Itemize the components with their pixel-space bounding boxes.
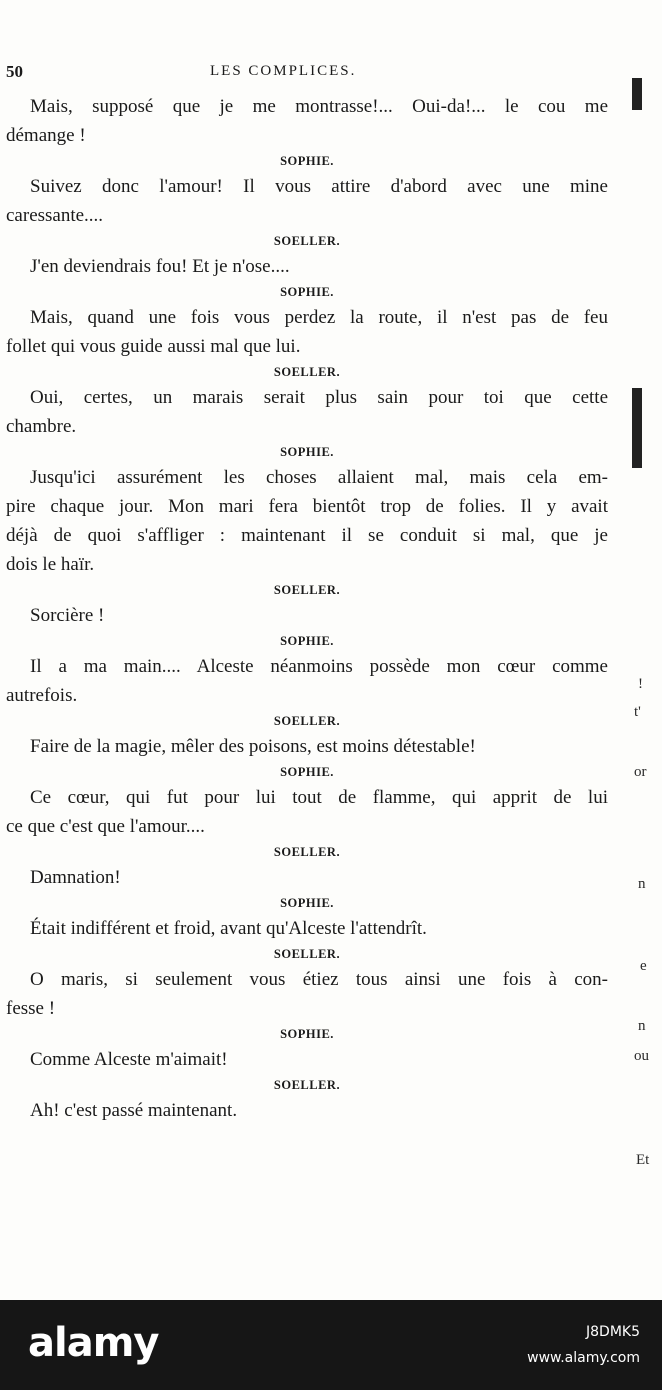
site-url: www.alamy.com [527, 1350, 640, 1366]
dialogue-line: Mais, supposé que je me montrasse!... Oui-da!... le cou me [30, 96, 608, 117]
dialogue-line: Sorcière ! [30, 605, 105, 626]
dialogue-line: déjà de quoi s'affliger : maintenant il se conduit si mal, que je [6, 525, 608, 546]
dialogue-line: follet qui vous guide aussi mal que lui. [6, 336, 301, 357]
dialogue-line: Ah! c'est passé maintenant. [30, 1100, 238, 1121]
speaker-name: SOELLER. [273, 845, 341, 859]
speaker-name: SOELLER. [273, 947, 341, 961]
dialogue-line: démange ! [6, 125, 86, 146]
speaker-name: SOELLER. [273, 714, 341, 728]
dialogue-line: J'en deviendrais fou! Et je n'ose.... [30, 256, 290, 277]
image-code: J8DMK5 [586, 1324, 640, 1340]
alamy-logo: alamy [28, 1320, 159, 1366]
dialogue-line: Il a ma main.... Alceste néanmoins possède mon cœur comme [30, 656, 608, 677]
dialogue-line: Suivez donc l'amour! Il vous attire d'abord avec une mine [30, 176, 608, 197]
speaker-name: SOELLER. [273, 365, 341, 379]
dialogue-line: Ce cœur, qui fut pour lui tout de flamme, qui apprit de lui [30, 787, 608, 808]
speaker-name: SOPHIE. [280, 445, 334, 459]
margin-bar-top [632, 78, 642, 110]
speaker-name: SOELLER. [273, 234, 341, 248]
speaker-name: SOPHIE. [280, 634, 334, 648]
dialogue-line: Mais, quand une fois vous perdez la route, il n'est pas de feu [30, 307, 608, 328]
speaker-name: SOPHIE. [280, 1027, 334, 1041]
speaker-name: SOELLER. [273, 1078, 341, 1092]
speaker-name: SOPHIE. [280, 154, 334, 168]
dialogue-line: pire chaque jour. Mon mari fera bientôt trop de folies. Il y avait [6, 496, 608, 517]
margin-fragment: n [638, 876, 646, 892]
speaker-name: SOPHIE. [280, 896, 334, 910]
margin-fragment: or [634, 764, 647, 780]
dialogue-line: ce que c'est que l'amour.... [6, 816, 205, 837]
dialogue-line: Damnation! [30, 867, 121, 888]
margin-bar-middle [632, 388, 642, 468]
speaker-name: SOPHIE. [280, 285, 334, 299]
speaker-name: SOELLER. [273, 583, 341, 597]
margin-fragment: e [640, 958, 647, 974]
dialogue-body [6, 92, 608, 1125]
dialogue-line: Comme Alceste m'aimait! [30, 1049, 228, 1070]
dialogue-line: Oui, certes, un marais serait plus sain pour toi que cette [30, 387, 608, 408]
margin-fragment: t' [634, 704, 641, 720]
dialogue-line: Jusqu'ici assurément les choses allaient mal, mais cela em- [30, 467, 608, 488]
margin-fragment: Et [636, 1152, 650, 1168]
speaker-name: SOPHIE. [280, 765, 334, 779]
margin-fragment: ou [634, 1048, 649, 1064]
dialogue-line: dois le haïr. [6, 554, 95, 575]
dialogue-line: autrefois. [6, 685, 78, 706]
dialogue-line: chambre. [6, 416, 77, 437]
running-title: LES COMPLICES. [210, 63, 357, 79]
dialogue-line: Faire de la magie, mêler des poisons, est moins détestable! [30, 736, 476, 757]
page-number: 50 [6, 62, 23, 81]
dialogue-line: fesse ! [6, 998, 56, 1019]
page-header [0, 62, 620, 86]
dialogue-line: Était indifférent et froid, avant qu'Alceste l'attendrît. [30, 918, 427, 939]
margin-fragment: n [638, 1018, 646, 1034]
margin-fragment: ! [638, 676, 643, 692]
dialogue-line: O maris, si seulement vous étiez tous ainsi une fois à con- [30, 969, 608, 990]
watermark-banner [0, 1300, 662, 1390]
dialogue-line: caressante.... [6, 205, 104, 226]
